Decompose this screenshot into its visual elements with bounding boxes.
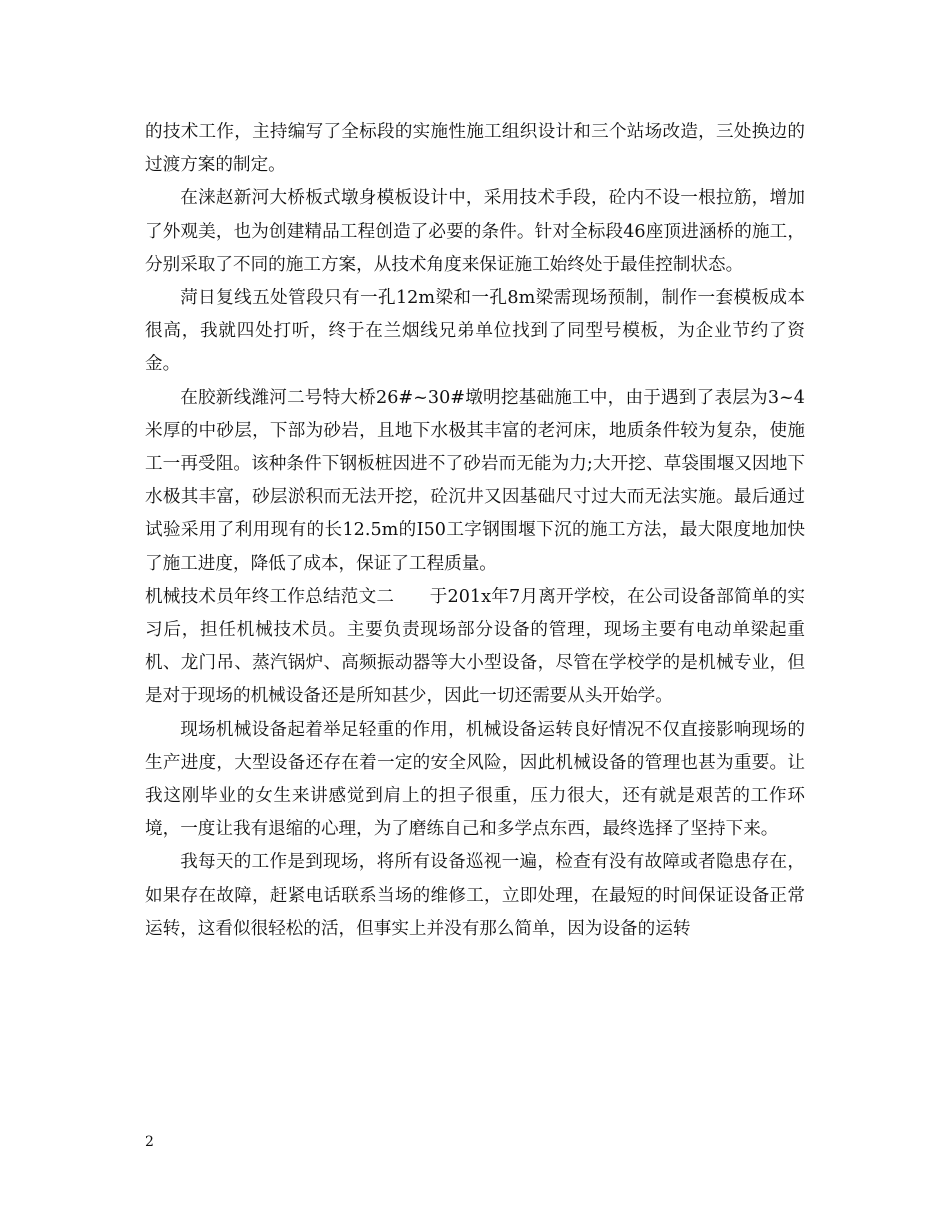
paragraph-6: 现场机械设备起着举足轻重的作用，机械设备运转良好情况不仅直接影响现场的生产进度，大型设备还存在着一定的安全风险，因此机械设备的管理也甚为重要。让我这刚毕业的女生来讲感觉到肩上的担子很重，压力很大，还有就是艰苦的工作环境，一度让我有退缩的心理，为了磨练自己和多学点东西，最终选择了坚持下来。 bbox=[145, 719, 805, 840]
paragraph-5-section-heading: 机械技术员年终工作总结范文二 于201x年7月离开学校，在公司设备部简单的实习后，担任机械技术员。主要负责现场部分设备的管理，现场主要有电动单梁起重机、龙门吊、蒸汽锅炉、高频振动器等大小型设备，尽管在学校学的是机械专业，但是对于现场的机械设备还是所知甚少，因此一切还需要从头开始学。 bbox=[145, 586, 805, 707]
document-body bbox=[145, 116, 805, 946]
paragraph-3: 菏日复线五处管段只有一孔12m梁和一孔8m梁需现场预制，制作一套模板成本很高，我就四处打听，终于在兰烟线兄弟单位找到了同型号模板，为企业节约了资金。 bbox=[145, 288, 805, 375]
paragraph-7: 我每天的工作是到现场，将所有设备巡视一遍，检查有没有故障或者隐患存在，如果存在故障，赶紧电话联系当场的维修工，立即处理，在最短的时间保证设备正常运转，这看似很轻松的活，但事实上并没有那么简单，因为设备的运转 bbox=[145, 852, 805, 939]
paragraph-4: 在胶新线潍河二号特大桥26#~30#墩明挖基础施工中，由于遇到了表层为3~4米厚的中砂层，下部为砂岩，且地下水极其丰富的老河床，地质条件较为复杂，使施工一再受阻。该种条件下钢板桩因进不了砂岩而无能为力;大开挖、草袋围堰又因地下水极其丰富，砂层淤积而无法开挖，砼沉井又因基础尺寸过大而无法实施。最后通过试验采用了利用现有的长12.5m的I50工字钢围堰下沉的施工方法，最大限度地加快了施工进度，降低了成本，保证了工程质量。 bbox=[145, 387, 805, 574]
paragraph-2: 在涞赵新河大桥板式墩身模板设计中，采用技术手段，砼内不设一根拉筋，增加了外观美，也为创建精品工程创造了必要的条件。针对全标段46座顶进涵桥的施工，分别采取了不同的施工方案，从技术角度来保证施工始终处于最佳控制状态。 bbox=[145, 188, 805, 275]
paragraph-1: 的技术工作，主持编写了全标段的实施性施工组织设计和三个站场改造，三处换边的过渡方案的制定。 bbox=[145, 122, 805, 176]
page-number: 2 bbox=[145, 1134, 154, 1150]
